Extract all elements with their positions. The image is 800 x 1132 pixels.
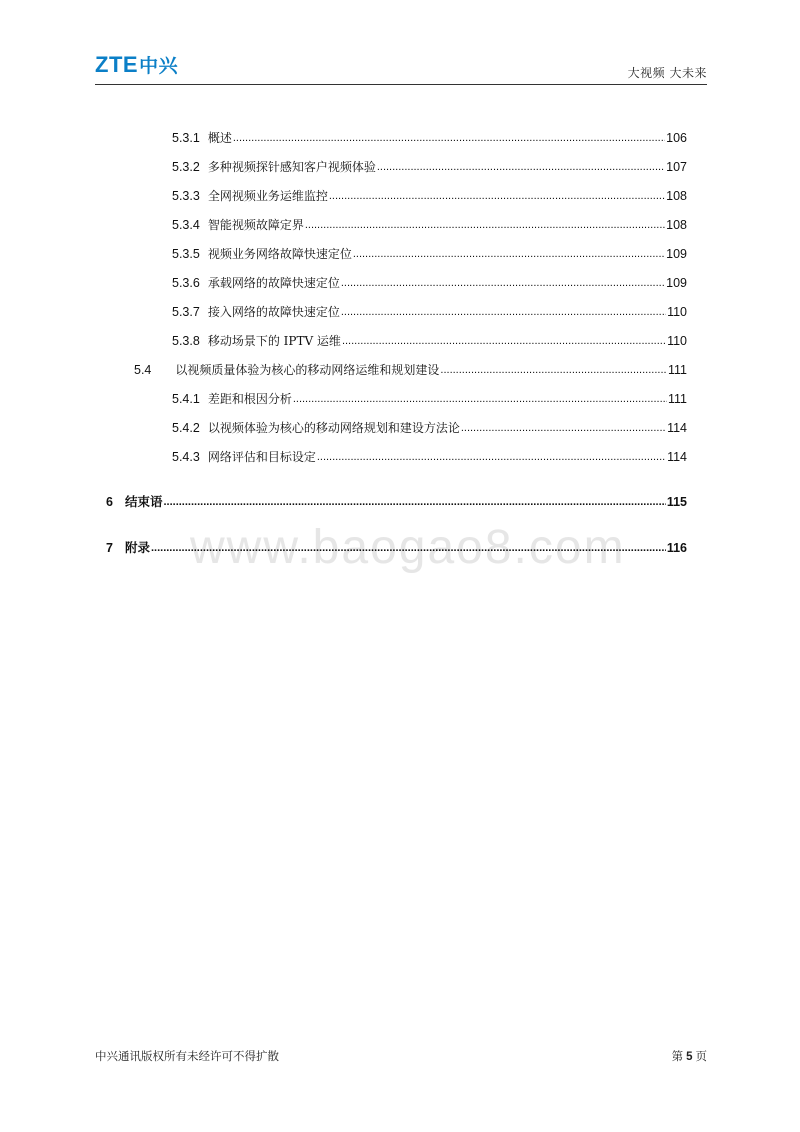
toc-leader <box>440 362 667 378</box>
toc-leader <box>305 217 665 233</box>
toc-leader <box>461 420 666 436</box>
toc-entry-number: 5.4.3 <box>172 450 200 464</box>
toc-entry-title: 承载网络的故障快速定位 <box>207 276 340 290</box>
toc-entry-page: 108 <box>666 189 687 203</box>
toc-entry-title: 以视频质量体验为核心的移动网络运维和规划建设 <box>175 363 440 377</box>
toc-entry-title: 差距和根因分析 <box>207 392 292 406</box>
toc-entry-5-3-1[interactable] <box>172 128 687 146</box>
toc-entry-number: 5.3.5 <box>172 247 200 261</box>
toc-entry-title: 附录 <box>124 540 150 555</box>
toc-entry-5-3-2[interactable] <box>172 157 687 175</box>
toc-leader <box>377 159 665 175</box>
toc-leader <box>151 540 666 556</box>
logo-cn: 中兴 <box>139 56 179 77</box>
page-header <box>95 52 707 85</box>
toc-entry-page: 111 <box>667 392 687 406</box>
logo-latin: ZTE <box>95 52 139 77</box>
toc-entry-page: 110 <box>667 334 687 348</box>
toc-entry-number: 5.4 <box>134 363 152 377</box>
toc-leader <box>353 246 665 262</box>
toc-entry-page: 114 <box>667 450 687 464</box>
header-slogan: 大视频 大未来 <box>627 66 707 80</box>
page-prefix: 第 <box>671 1049 684 1063</box>
toc-entry-title: 概述 <box>207 131 232 145</box>
watermark: www.baogao8.com <box>190 521 626 574</box>
toc-entry-page: 109 <box>666 276 687 290</box>
toc-leader <box>233 130 665 146</box>
toc-entry-title: 结束语 <box>124 494 163 509</box>
toc-entry-page: 106 <box>666 131 687 145</box>
toc-entry-title: 多种视频探针感知客户视频体验 <box>207 160 376 174</box>
toc-entry-number: 5.3.2 <box>172 160 200 174</box>
toc-entry-title: 移动场景下的 IPTV 运维 <box>207 334 341 348</box>
toc-entry-page: 107 <box>666 160 687 174</box>
toc-entry-page: 114 <box>667 421 687 435</box>
toc-leader <box>163 494 665 510</box>
toc-entry-title: 全网视频业务运维监控 <box>207 189 328 203</box>
toc-entry-5-3-3[interactable] <box>172 186 687 204</box>
toc-entry-6[interactable] <box>106 492 687 510</box>
toc-entry-page: 110 <box>667 305 687 319</box>
toc-entry-page: 115 <box>666 495 687 509</box>
toc-entry-number: 5.3.6 <box>172 276 200 290</box>
toc-entry-7[interactable] <box>106 538 687 556</box>
toc-entry-5-3-4[interactable] <box>172 215 687 233</box>
page-footer <box>95 1048 707 1068</box>
toc-entry-title: 智能视频故障定界 <box>207 218 304 232</box>
toc-entry-5-3-6[interactable] <box>172 273 687 291</box>
toc-entry-number: 5.3.3 <box>172 189 200 203</box>
toc-entry-number: 7 <box>106 541 113 555</box>
page-number: 5 <box>686 1051 693 1063</box>
toc-entry-5-4-2[interactable] <box>172 418 687 436</box>
toc-entry-number: 6 <box>106 495 113 509</box>
toc-entry-page: 109 <box>666 247 687 261</box>
footer-page-indicator <box>672 1048 707 1064</box>
zte-logo <box>95 54 178 78</box>
toc-entry-number: 5.3.7 <box>172 305 200 319</box>
toc-entry-number: 5.3.4 <box>172 218 200 232</box>
toc-leader <box>329 188 665 204</box>
toc-leader <box>293 391 667 407</box>
toc-entry-title: 以视频体验为核心的移动网络规划和建设方法论 <box>207 421 460 435</box>
toc-entry-5-4-3[interactable] <box>172 447 687 465</box>
footer-copyright: 中兴通讯版权所有未经许可不得扩散 <box>95 1049 279 1063</box>
toc-leader <box>317 449 666 465</box>
toc-entry-title: 接入网络的故障快速定位 <box>207 305 340 319</box>
toc-entry-5-3-5[interactable] <box>172 244 687 262</box>
toc-entry-number: 5.4.2 <box>172 421 200 435</box>
toc-entry-number: 5.3.8 <box>172 334 200 348</box>
toc-entry-page: 116 <box>666 541 687 555</box>
toc-entry-5-4[interactable] <box>134 360 687 378</box>
toc-entry-page: 108 <box>666 218 687 232</box>
toc-entry-title: 网络评估和目标设定 <box>207 450 316 464</box>
toc-entry-title: 视频业务网络故障快速定位 <box>207 247 352 261</box>
toc-entry-page: 111 <box>667 363 687 377</box>
toc-entry-number: 5.4.1 <box>172 392 200 406</box>
toc-entry-number: 5.3.1 <box>172 131 200 145</box>
page-suffix: 页 <box>695 1049 707 1063</box>
toc-leader <box>341 304 666 320</box>
toc-entry-5-3-8[interactable] <box>172 331 687 349</box>
toc-entry-5-4-1[interactable] <box>172 389 687 407</box>
toc-entry-5-3-7[interactable] <box>172 302 687 320</box>
toc-leader <box>341 275 665 291</box>
toc-leader <box>342 333 666 349</box>
